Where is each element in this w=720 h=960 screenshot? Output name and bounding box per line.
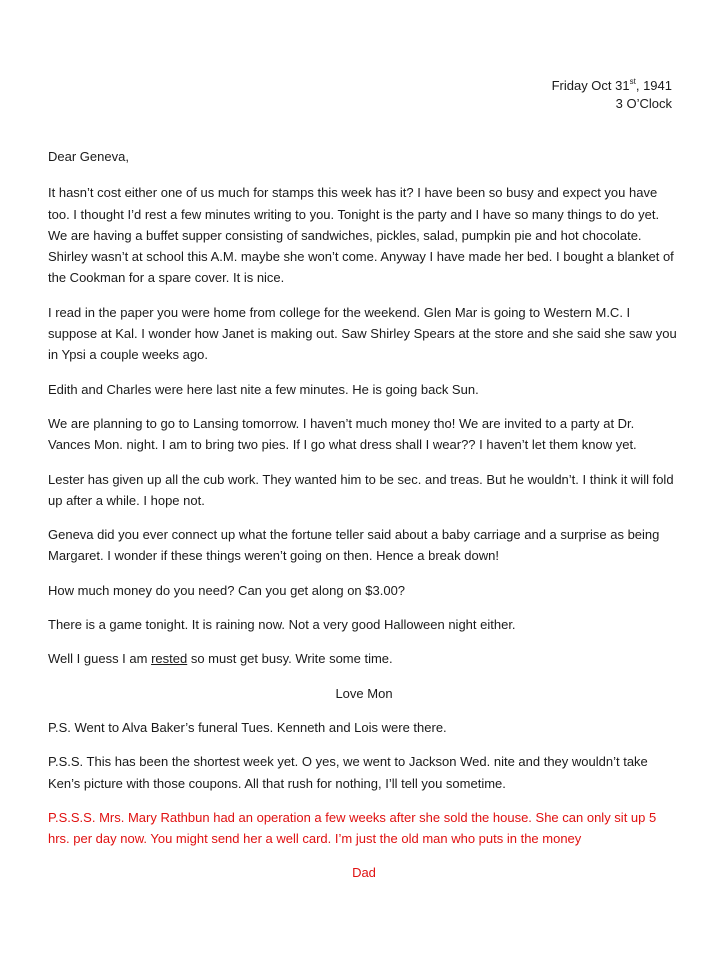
date-line xyxy=(552,77,672,95)
date-year: , 1941 xyxy=(635,78,672,93)
letter-body xyxy=(48,146,680,897)
postscript-1: P.S. Went to Alva Baker’s funeral Tues. Kenneth and Lois were there. xyxy=(48,719,447,735)
paragraph-9-start: Well I guess I am xyxy=(48,651,152,667)
date-ordinal: st xyxy=(629,76,636,86)
paragraph-6: Geneva did you ever connect up what the fortune teller said about a baby carriage and a surprise as being Margaret. I wonder if these things weren’t going on then. Hence a break down! xyxy=(48,527,660,564)
date-prefix: Friday Oct 31 xyxy=(551,78,630,93)
paragraph-2: I read in the paper you were home from college for the weekend. Glen Mar is going to Western M.C. I suppose at Kal. I wonder how Janet is making out. Saw Shirley Spears at the store and she said she saw you in Ypsi a couple weeks ago. xyxy=(48,304,677,363)
signature: Dad xyxy=(352,865,376,881)
paragraph-8: There is a game tonight. It is raining now. Not a very good Halloween night either. xyxy=(48,617,516,633)
closing: Love Mon xyxy=(335,685,393,701)
paragraph-3: Edith and Charles were here last nite a few minutes. He is going back Sun. xyxy=(48,381,479,397)
postscript-3: P.S.S.S. Mrs. Mary Rathbun had an operation a few weeks after she sold the house. She can only sit up 5 hrs. per day now. You might send her a well card. I’m just the old man who puts in the money xyxy=(48,809,657,847)
paragraph-1: It hasn’t cost either one of us much for stamps this week has it? I have been so busy and expect you have too. I thought I’d rest a few minutes writing to you. Tonight is the party and I have so many things to do yet. We are having a buffet supper consisting of sandwiches, pickles, salad, pumpkin pie and hot chocolate. Shirley wasn’t at school this A.M. maybe she won’t come. Anyway I have made her bed. I bought a blanket of the Cookman for a spare cover. It is nice. xyxy=(48,185,674,286)
underlined-word: rested xyxy=(151,651,188,667)
date-block xyxy=(552,77,672,113)
salutation: Dear Geneva, xyxy=(48,149,129,164)
paragraph-9-end: so must get busy. Write some time. xyxy=(187,651,393,667)
paragraph-4: We are planning to go to Lansing tomorrow. I haven’t much money tho! We are invited to a party at Dr. Vances Mon. night. I am to bring two pies. If I go what dress shall I wear?? I haven’t let them know yet. xyxy=(48,415,637,453)
paragraph-7: How much money do you need? Can you get along on $3.00? xyxy=(48,582,406,598)
postscript-2: P.S.S. This has been the shortest week yet. O yes, we went to Jackson Wed. nite and they wouldn’t take Ken’s picture with those coupons. All that rush for nothing, I’ll tell you sometime. xyxy=(48,754,648,791)
paragraph-9 xyxy=(48,648,680,669)
time-line: 3 O’Clock xyxy=(615,96,672,111)
paragraph-5: Lester has given up all the cub work. They wanted him to be sec. and treas. But he wouldn’t. I think it will fold up after a while. I hope not. xyxy=(48,471,674,508)
